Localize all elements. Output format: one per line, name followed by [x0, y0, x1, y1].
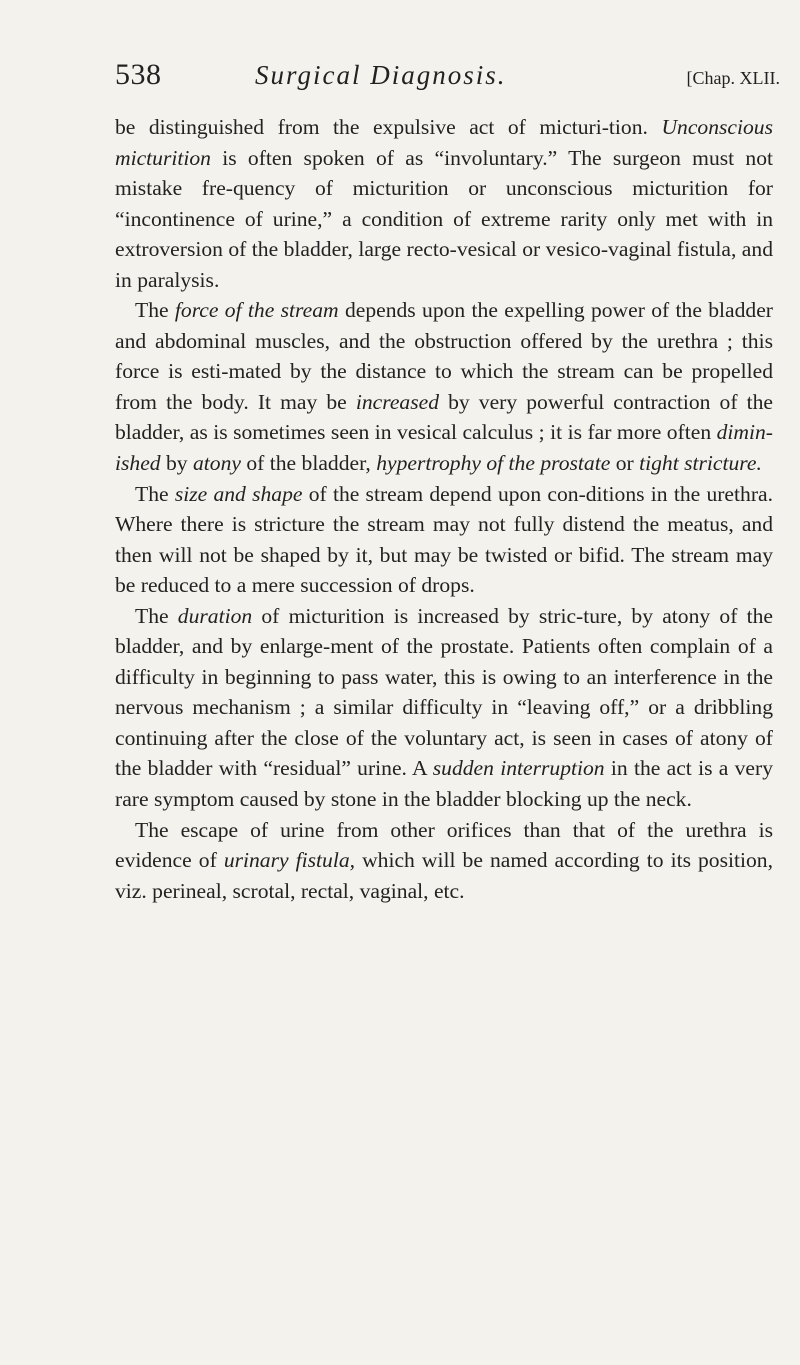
italic-term: increased [355, 389, 440, 414]
italic-term: tight stricture. [639, 451, 762, 476]
text-run: or [610, 451, 640, 476]
text-run: The [135, 298, 175, 323]
body-text [115, 112, 773, 906]
text-run: of the stream depend upon con-ditions in the urethra. Where there is stricture the stream may not fully distend the meatus, and then will not be shaped by it, but may be twisted or bifid. The stream may be reduced to a mere succession of drops. [115, 481, 773, 598]
text-run: The escape of urine from other orifices than that of the urethra is evidence of [115, 817, 773, 873]
running-title: Surgical Diagnosis. [255, 60, 507, 90]
text-run: by [160, 451, 193, 476]
italic-term: size and shape [174, 481, 303, 506]
text-run: of micturition is increased by stric-ture, by atony of the bladder, and by enlarge-ment of the prostate. Patients often complain of a difficulty in beginning to pass water, this is owing to an interference in the nervous mechanism ; a similar difficulty in “leaving off,” or a dribbling continuing after the close of the voluntary act, is seen in cases of atony of the bladder with “residual” urine. A [115, 603, 773, 781]
text-run: depends upon the expelling power of the bladder and abdominal muscles, and the obstruction offered by the urethra ; this force is esti-mated by the distance to which the stream can be propelled from the body. It may be [115, 298, 774, 414]
page-number: 538 [115, 58, 162, 91]
italic-term: force of the stream [174, 298, 339, 323]
paragraph [115, 112, 773, 295]
italic-term: dimin-ished [115, 420, 773, 476]
page-header [115, 58, 780, 102]
italic-term: atony [192, 451, 241, 476]
text-run: The [135, 603, 178, 628]
paragraph [115, 479, 773, 601]
italic-term: sudden interruption [432, 756, 605, 781]
text-run: which will be named according to its position, viz. perineal, scrotal, rectal, vaginal, etc. [115, 848, 773, 903]
chapter-label: [Chap. XLII. [686, 68, 780, 88]
paragraph [115, 601, 773, 815]
text-run: be distinguished from the expulsive act of micturi-tion. [115, 115, 662, 139]
italic-term: urinary fistula, [223, 848, 356, 873]
text-run: by very powerful contraction of the bladder, as is sometimes seen in vesical calculus ; it is far more often [115, 389, 773, 445]
italic-term: hypertrophy of the prostate [376, 451, 611, 476]
italic-term: Unconscious micturition [115, 115, 773, 170]
paragraph [115, 815, 773, 907]
text-run: of the bladder, [240, 451, 377, 476]
paragraph [115, 295, 773, 478]
text-run: The [135, 481, 175, 506]
text-run: in the act is a very rare symptom caused by stone in the bladder blocking up the neck. [115, 756, 774, 812]
italic-term: duration [177, 603, 253, 628]
text-run: is often spoken of as “involuntary.” The surgeon must not mistake fre-quency of micturition or unconscious micturition for “incontinence of urine,” a condition of extreme rarity only met with in extroversion of the bladder, large recto-vesical or vesico-vaginal fistula, and in paralysis. [115, 145, 773, 292]
